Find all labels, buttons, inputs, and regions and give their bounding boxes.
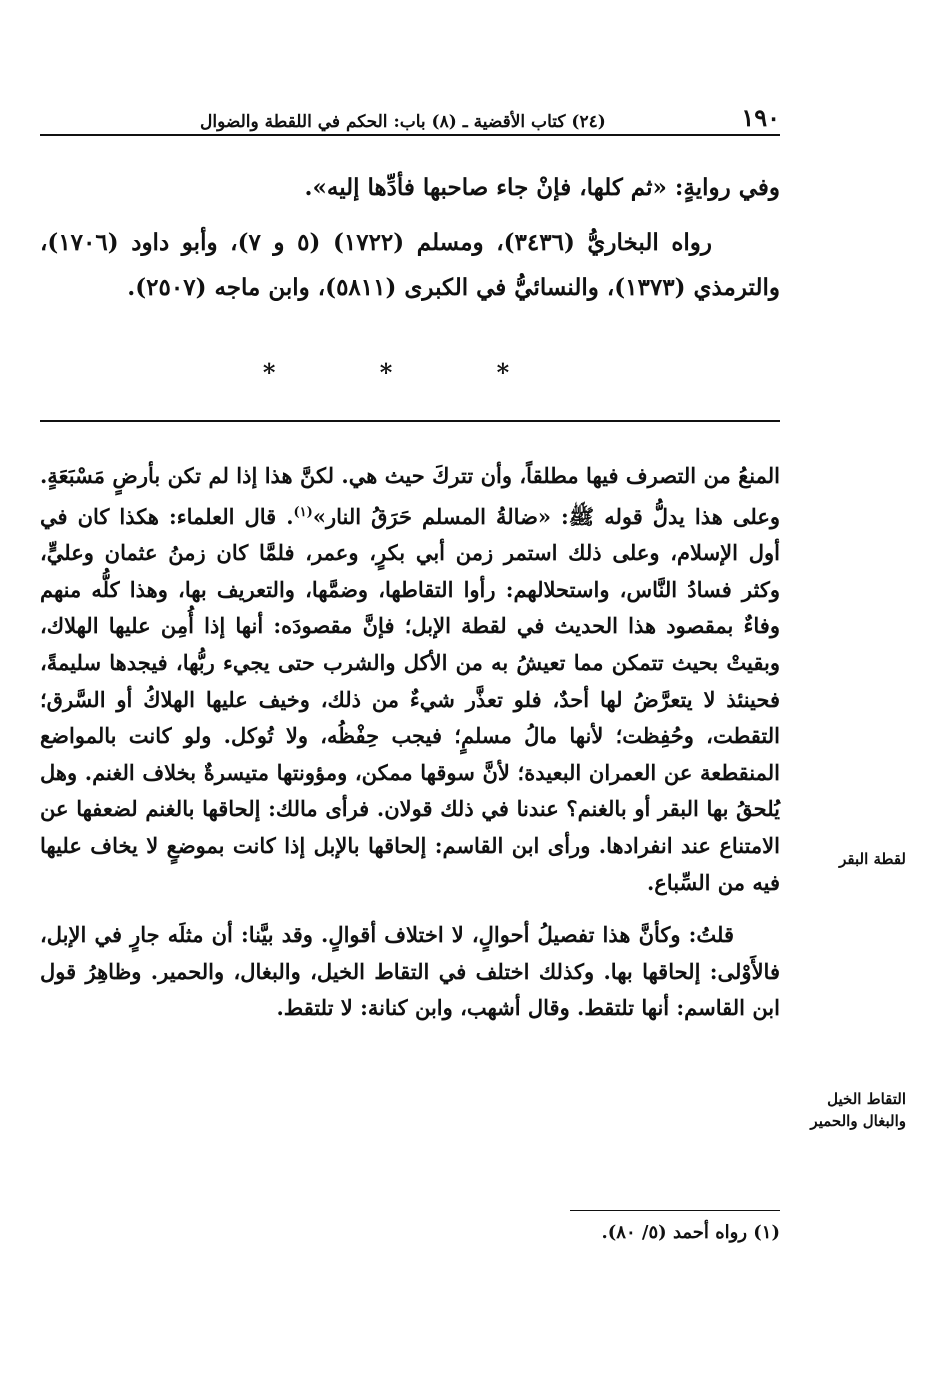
commentary-paragraph-2: قلتُ: وكأنَّ هذا تفصيلُ أحوالٍ، لا اختلاف أقوالٍ. وقد بيَّنا: أن مثلَه جارٍ في الإبل، فالأَوْلى: إلحاقها بها. وكذلك اختلف في التقاط الخيل، والبغال، والحمير. وظاهِرُ قول ابن القاسم: أنها تلتقط. وقال أشهب، وابن كنانة: لا تلتقط. [40,922,780,1021]
footnote-rule [570,1210,780,1211]
separator-stars: * * * [262,358,558,387]
hadith-riwaya: وفي روايةٍ: «ثم كلها، فإنْ جاء صاحبها فأدِّها إليه». [304,174,780,201]
hadith-citation: رواه البخاريُّ (٣٤٣٦)، ومسلم (١٧٢٢) (٥ و ٧)، وأبو داود (١٧٠٦)، والترمذي (١٣٧٣)، والنسائيُّ في الكبرى (٥٨١١)، وابن ماجه (٢٥٠٧). [40,229,780,301]
hadith-block [40,165,780,310]
running-title: (٢٤) كتاب الأقضية ـ (٨) باب: الحكم في اللقطة والضوال [200,112,606,132]
commentary-paragraph-1-start: المنعُ من التصرف فيها مطلقاً، وأن تتركَ حيث هي. لكنَّ هذا إذا لم تكن بأرضٍ مَسْبَعَةٍ. وعلى هذا يدلُّ قوله ﷺ: «ضالةُ المسلم حَرَقُ النار» [40,463,781,529]
section-rule [40,420,780,422]
page-number: ١٩٠ [741,103,780,132]
footnote-reference: (١) [293,504,313,520]
page-header [40,100,780,132]
header-rule [40,134,780,136]
commentary-paragraph-1-continued: . قال العلماء: هكذا كان في أول الإسلام، وعلى ذلك استمر زمن أبي بكرٍ، وعمر، فلمَّا كان زمنُ عثمان وعليٍّ، وكثر فسادُ النَّاس، واستحلالهم: رأوا التقاطها، وضمَّها، والتعريف بها، وهذا كلُّه منهم وفاءٌ بمقصود هذا الحديث في لقطة الإبل؛ فإنَّ مقصودَه: أنها إذا أُمِن عليها الهلاك، وبقيتْ بحيث تتمكن مما تعيشُ به من الأكل والشرب حتى يجيء ربُّها، فيجدها سليمةً، فحينئذ لا يتعرَّضُ لها أحدٌ، فلو تعذَّر شيءٌ من ذلك، وخيف عليها الهلاكُ أو السَّرق؛ التقطت، وحُفِظت؛ لأنها مالُ مسلمٍ؛ فيجب حِفْظُه، ولا تُوكل. ولو كانت بالمواضع المنقطعة عن العمران البعيدة؛ لأنَّ سوقها ممكن، ومؤونتها متيسرةٌ بخلاف الغنم. وهل يُلحقُ بها البقر أو بالغنم؟ عندنا في ذلك قولان. فرأى مالك: إلحاقها بالغنم لضعفها عن الامتناع عند انفرادها. ورأى ابن القاسم: إلحاقها بالإبل إذا كانت بموضعٍ لا يخاف عليها فيه من السِّباع. [40,503,780,895]
margin-note-khayl: التقاط الخيل والبغال والحمير [810,1090,906,1130]
footnote: (١) رواه أحمد (٥/ ٨٠). [601,1222,780,1243]
commentary-text [40,458,780,1027]
commentary-paragraph-1 [40,458,780,901]
margin-note-baqar: لقطة البقر [839,850,906,868]
